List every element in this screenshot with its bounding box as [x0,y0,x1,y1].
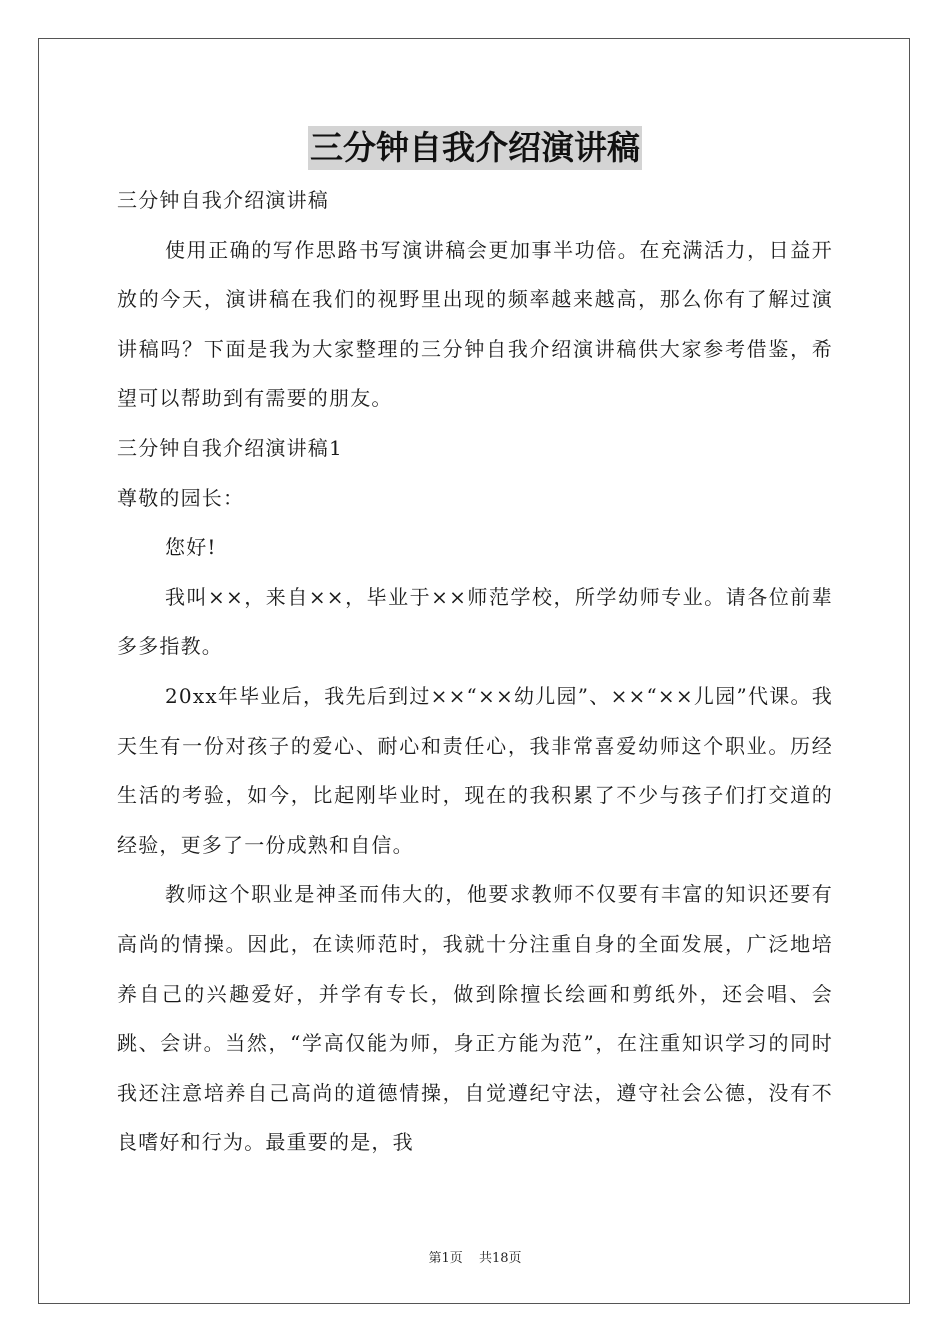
page-total: 共18页 [478,1251,522,1266]
page-number: 第1页 [428,1251,463,1266]
page-footer [0,1247,950,1266]
greeting: 您好! [165,535,217,560]
document-body [117,176,833,1168]
title-container [0,126,950,170]
paragraph: 20xx年毕业后，我先后到过××“××幼儿园”、××“××儿园”代课。我天生有一份对孩子的爱心、耐心和责任心，我非常喜爱幼师这个职业。历经生活的考验，如今，比起刚毕业时，现在的我积累了不少与孩子们打交道的经验，更多了一份成熟和自信。 [117,683,833,857]
section-heading: 三分钟自我介绍演讲稿1 [117,435,343,460]
document-title: 三分钟自我介绍演讲稿 [308,126,642,170]
paragraph: 教师这个职业是神圣而伟大的，他要求教师不仅要有丰富的知识还要有高尚的情操。因此，在读师范时，我就十分注重自身的全面发展，广泛地培养自己的兴趣爱好，并学有专长，做到除擅长绘画和剪纸外，还会唱、会跳、会讲。当然，“学高仅能为师，身正方能为范”，在注重知识学习的同时我还注意培养自己高尚的道德情操，自觉遵纪守法，遵守社会公德，没有不良嗜好和行为。最重要的是，我 [117,882,833,1155]
salutation: 尊敬的园长： [117,485,245,510]
paragraph: 我叫××，来自××，毕业于××师范学校，所学幼师专业。请各位前辈多多指教。 [117,584,833,659]
paragraph: 三分钟自我介绍演讲稿 [117,188,329,212]
paragraph: 使用正确的写作思路书写演讲稿会更加事半功倍。在充满活力，日益开放的今天，演讲稿在我们的视野里出现的频率越来越高，那么你有了解过演讲稿吗？下面是我为大家整理的三分钟自我介绍演讲稿供大家参考借鉴，希望可以帮助到有需要的朋友。 [117,237,833,411]
